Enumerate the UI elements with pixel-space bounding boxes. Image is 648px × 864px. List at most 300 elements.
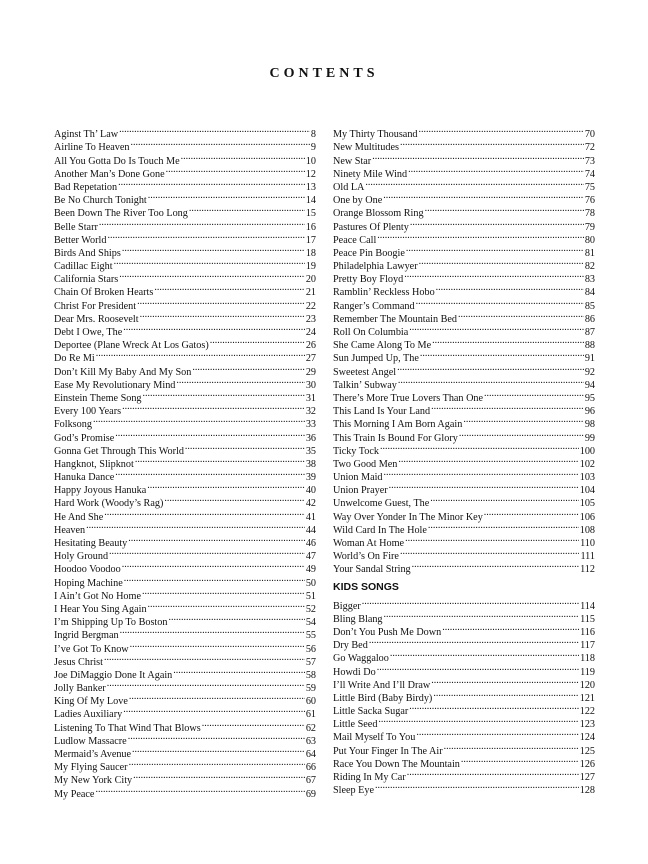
dot-leader — [114, 256, 305, 269]
dot-leader — [390, 648, 579, 661]
entry-page-number: 18 — [305, 247, 316, 259]
entry-page-number: 95 — [584, 392, 595, 404]
dot-leader — [362, 595, 579, 608]
dot-leader — [416, 295, 584, 308]
entry-title: Bad Repetation — [54, 181, 118, 193]
dot-leader — [148, 599, 305, 612]
entry-title: Christ For President — [54, 300, 137, 312]
dot-leader — [137, 295, 305, 308]
entry-title: Don’t Kill My Baby And My Son — [54, 366, 192, 378]
entry-page-number: 12 — [305, 168, 316, 180]
entry-page-number: 115 — [580, 613, 595, 625]
entry-page-number: 112 — [580, 564, 595, 576]
entry-title: Woman At Home — [333, 538, 405, 549]
entry-title: My Flying Saucer — [54, 762, 128, 774]
entry-title: Wild Card In The Hole — [333, 524, 427, 536]
dot-leader — [119, 269, 305, 282]
entry-title: I’ll Write And I’ll Draw — [333, 679, 431, 691]
entry-page-number: 111 — [580, 551, 595, 563]
entry-page-number: 36 — [305, 432, 316, 444]
dot-leader — [369, 635, 579, 648]
dot-leader — [122, 401, 305, 414]
entry-title: Aginst Th’ Law — [54, 129, 119, 141]
entry-title: I Ain’t Got No Home — [54, 590, 141, 602]
entry-title: Old LA — [333, 181, 365, 193]
entry-page-number: 17 — [305, 234, 316, 246]
entry-title: New Multitudes — [333, 142, 399, 154]
contents-column-right — [333, 124, 595, 797]
entry-page-number: 99 — [584, 432, 595, 444]
entry-title: Orange Blossom Ring — [333, 208, 424, 220]
entry-page-number: 55 — [305, 630, 316, 642]
entry-page-number: 61 — [305, 709, 316, 721]
dot-leader — [377, 661, 579, 674]
entry-title: Pastures Of Plenty — [333, 221, 409, 233]
entry-page-number: 67 — [305, 775, 316, 787]
entry-page-number: 128 — [579, 785, 595, 797]
dot-leader — [484, 506, 579, 519]
entry-page-number: 121 — [579, 692, 595, 704]
dot-leader — [120, 625, 305, 638]
entry-page-number: 72 — [584, 142, 595, 154]
entry-page-number: 9 — [310, 142, 316, 154]
dot-leader — [148, 190, 305, 203]
entry-title: Hangknot, Slipknot — [54, 458, 134, 470]
entry-title: My New York City — [54, 775, 133, 787]
dot-leader — [86, 520, 305, 533]
entry-page-number: 96 — [584, 406, 595, 418]
dot-leader — [461, 754, 579, 767]
dot-leader — [384, 609, 580, 622]
entry-page-number: 10 — [305, 155, 316, 167]
entry-title: California Stars — [54, 274, 119, 286]
entry-page-number: 126 — [579, 758, 595, 770]
entry-title: Happy Joyous Hanuka — [54, 485, 147, 497]
dot-leader — [115, 467, 305, 480]
entry-page-number: 84 — [584, 287, 595, 299]
entry-title: Way Over Yonder In The Minor Key — [333, 511, 483, 523]
dot-leader — [431, 675, 578, 688]
entry-page-number: 14 — [305, 195, 316, 207]
entry-title: King Of My Love — [54, 696, 128, 708]
entry-page-number: 105 — [579, 498, 595, 510]
dot-leader — [142, 586, 305, 599]
entry-page-number: 50 — [305, 577, 316, 589]
entry-page-number: 106 — [579, 511, 595, 523]
entry-page-number: 35 — [305, 445, 316, 457]
entry-title: Peace Pin Boogie — [333, 247, 405, 259]
entry-title: Ladies Auxiliary — [54, 709, 123, 721]
entry-title: Union Prayer — [333, 485, 388, 497]
entry-title: Einstein Theme Song — [54, 392, 142, 404]
entry-page-number: 39 — [305, 472, 316, 484]
dot-leader — [416, 727, 578, 740]
dot-leader — [433, 688, 578, 701]
entry-title: Ranger’s Command — [333, 300, 415, 312]
dot-leader — [166, 164, 305, 177]
entry-title: Chain Of Broken Hearts — [54, 287, 154, 299]
dot-leader — [202, 717, 305, 730]
dot-leader — [135, 454, 305, 467]
contents-column-left — [54, 124, 316, 800]
dot-leader — [398, 454, 578, 467]
dot-leader — [185, 441, 305, 454]
dot-leader — [432, 335, 584, 348]
entry-page-number: 27 — [305, 353, 316, 365]
entry-title: All You Gotta Do Is Touch Me — [54, 155, 180, 167]
entry-title: Deportee (Plane Wreck At Los Gatos) — [54, 340, 209, 352]
entry-page-number: 114 — [580, 600, 595, 612]
entry-title: Been Down The River Too Long — [54, 208, 188, 220]
dot-leader — [118, 177, 305, 190]
entry-page-number: 31 — [305, 392, 316, 404]
dot-leader — [210, 335, 305, 348]
dot-leader — [407, 767, 579, 780]
toc-entry — [333, 609, 595, 625]
entry-title: Little Sacka Sugar — [333, 706, 409, 718]
entry-page-number: 123 — [579, 719, 595, 731]
entry-title: Airline To Heaven — [54, 142, 130, 154]
dot-leader — [425, 203, 584, 216]
entry-page-number: 62 — [305, 722, 316, 734]
entry-page-number: 19 — [305, 261, 316, 273]
entry-page-number: 100 — [579, 445, 595, 457]
entry-page-number: 32 — [305, 406, 316, 418]
entry-page-number: 20 — [305, 274, 316, 286]
entry-page-number: 64 — [305, 749, 316, 760]
entry-page-number: 116 — [580, 626, 595, 638]
entry-title: This Train Is Bound For Glory — [333, 432, 458, 444]
dot-leader — [123, 704, 305, 717]
entry-page-number: 86 — [584, 313, 595, 325]
entry-page-number: 33 — [305, 419, 316, 431]
toc-entry — [333, 124, 595, 141]
dot-leader — [129, 691, 305, 704]
dot-leader — [442, 622, 579, 635]
entry-title: Riding In My Car — [333, 772, 406, 783]
dot-leader — [484, 388, 584, 401]
dot-leader — [122, 243, 305, 256]
entry-title: Go Waggaloo — [333, 653, 389, 665]
entry-title: Your Sandal String — [333, 564, 411, 576]
entry-title: Talkin’ Subway — [333, 379, 397, 391]
dot-leader — [192, 361, 304, 374]
dot-leader — [431, 401, 584, 414]
entry-page-number: 82 — [584, 261, 595, 273]
entry-page-number: 23 — [305, 313, 316, 325]
entry-page-number: 103 — [579, 472, 595, 484]
entry-title: Little Seed — [333, 719, 378, 731]
entry-title: Dry Bed — [333, 640, 368, 652]
entry-title: Sweetest Angel — [333, 366, 397, 378]
entry-title: Another Man’s Done Gone — [54, 168, 165, 180]
dot-leader — [154, 282, 305, 295]
entry-title: Remember The Mountain Bed — [333, 313, 458, 325]
entry-page-number: 41 — [305, 511, 316, 523]
dot-leader — [130, 638, 305, 651]
dot-leader — [176, 375, 304, 388]
dot-leader — [406, 243, 584, 256]
entry-page-number: 26 — [305, 340, 316, 352]
entry-page-number: 108 — [579, 524, 595, 536]
dot-leader — [397, 361, 584, 374]
entry-page-number: 94 — [584, 379, 595, 391]
entry-page-number: 15 — [305, 208, 316, 220]
dot-leader — [398, 375, 584, 388]
dot-leader — [147, 480, 305, 493]
dot-leader — [122, 559, 305, 572]
entry-title: My Peace — [54, 788, 95, 800]
dot-leader — [128, 731, 305, 744]
dot-leader — [389, 480, 579, 493]
dot-leader — [164, 493, 304, 506]
dot-leader — [107, 678, 305, 691]
entry-title: Debt I Owe, The — [54, 327, 123, 338]
toc-entry — [54, 427, 316, 444]
dot-leader — [430, 493, 578, 506]
dot-leader — [129, 757, 305, 770]
entry-title: My Thirty Thousand — [333, 129, 418, 141]
entry-title: Hard Work (Woody’s Rag) — [54, 498, 164, 510]
entry-page-number: 78 — [584, 208, 595, 220]
dot-leader — [365, 177, 583, 190]
entry-title: Bigger — [333, 600, 361, 612]
entry-title: I’ve Got To Know — [54, 643, 129, 655]
entry-page-number: 85 — [584, 300, 595, 312]
entry-title: Hanuka Dance — [54, 472, 115, 484]
toc-entry — [333, 648, 595, 665]
entry-page-number: 47 — [305, 551, 316, 563]
entry-title: Philadelphia Lawyer — [333, 261, 418, 273]
dot-leader — [384, 467, 579, 480]
entry-page-number: 117 — [580, 640, 595, 652]
entry-title: Belle Starr — [54, 221, 98, 233]
dot-leader — [405, 533, 579, 546]
entry-title: Joe DiMaggio Done It Again — [54, 669, 173, 681]
entry-title: Jolly Banker — [54, 683, 106, 695]
toc-entry — [54, 520, 316, 536]
dot-leader — [119, 124, 310, 137]
entry-page-number: 79 — [584, 221, 595, 233]
dot-leader — [377, 230, 584, 243]
entry-page-number: 24 — [305, 327, 316, 338]
dot-leader — [109, 546, 305, 559]
entry-page-number: 49 — [305, 564, 316, 576]
dot-leader — [412, 559, 579, 572]
dot-leader — [400, 137, 584, 150]
dot-leader — [128, 533, 305, 546]
entry-page-number: 91 — [584, 353, 595, 365]
entry-title: Ninety Mile Wind — [333, 168, 408, 180]
entry-title: Do Re Mi — [54, 353, 95, 365]
entry-title: World’s On Fire — [333, 551, 399, 563]
entry-page-number: 74 — [584, 168, 595, 180]
toc-entry — [333, 190, 595, 207]
toc-entry — [333, 635, 595, 652]
entry-title: Roll On Columbia — [333, 327, 409, 338]
toc-entry — [54, 124, 316, 141]
dot-leader — [463, 414, 583, 427]
dot-leader — [143, 388, 305, 401]
entry-title: Put Your Finger In The Air — [333, 745, 443, 757]
entry-page-number: 125 — [579, 745, 595, 757]
toc-entry — [333, 595, 595, 612]
dot-leader — [168, 612, 304, 625]
toc-entry — [54, 414, 316, 431]
dot-leader — [420, 348, 584, 361]
entry-page-number: 124 — [579, 732, 595, 744]
dot-leader — [95, 783, 304, 796]
entry-page-number: 44 — [305, 524, 316, 536]
entry-page-number: 40 — [305, 485, 316, 497]
dot-leader — [189, 203, 305, 216]
entry-title: Gonna Get Through This World — [54, 445, 184, 457]
dot-leader — [93, 414, 305, 427]
entry-title: Holy Ground — [54, 551, 109, 563]
entry-page-number: 102 — [579, 458, 595, 470]
dot-leader — [107, 230, 304, 243]
toc-entry — [54, 533, 316, 549]
dot-leader — [99, 216, 305, 229]
entry-title: Bling Blang — [333, 613, 383, 625]
entry-page-number: 38 — [305, 458, 316, 470]
entry-page-number: 51 — [305, 590, 316, 602]
entry-page-number: 120 — [579, 679, 595, 691]
entry-page-number: 30 — [305, 379, 316, 391]
entry-page-number: 8 — [310, 129, 316, 141]
entry-title: New Star — [333, 155, 372, 167]
entry-page-number: 73 — [584, 155, 595, 167]
entry-page-number: 46 — [305, 538, 316, 549]
toc-entry — [333, 150, 595, 167]
entry-title: Peace Call — [333, 234, 377, 246]
entry-title: I’m Shipping Up To Boston — [54, 617, 168, 629]
entry-title: She Came Along To Me — [333, 340, 432, 352]
entry-title: Ticky Tock — [333, 445, 379, 457]
entry-title: Heaven — [54, 524, 86, 536]
entry-title: Folksong — [54, 419, 92, 431]
entry-title: I Hear You Sing Again — [54, 603, 147, 615]
entry-page-number: 87 — [584, 327, 595, 338]
entry-title: Mail Myself To You — [333, 732, 416, 744]
dot-leader — [459, 427, 584, 440]
dot-leader — [181, 150, 305, 163]
entry-title: Listening To That Wind That Blows — [54, 722, 201, 734]
entry-title: Don’t You Push Me Down — [333, 626, 442, 638]
dot-leader — [104, 506, 305, 519]
entry-title: Mermaid’s Avenue — [54, 749, 132, 760]
entry-title: He And She — [54, 511, 104, 523]
dot-leader — [400, 546, 580, 559]
entry-page-number: 59 — [305, 683, 316, 695]
entry-title: Sun Jumped Up, The — [333, 353, 419, 365]
entry-title: Race You Down The Mountain — [333, 758, 460, 770]
entry-title: There’s More True Lovers Than One — [333, 392, 484, 404]
entry-page-number: 92 — [584, 366, 595, 378]
entry-page-number: 58 — [305, 669, 316, 681]
entry-page-number: 13 — [305, 181, 316, 193]
entry-title: Be No Church Tonight — [54, 195, 147, 207]
entry-title: Hesitating Beauty — [54, 538, 128, 549]
dot-leader — [104, 652, 305, 665]
page-title: CONTENTS — [269, 66, 379, 81]
entry-page-number: 104 — [579, 485, 595, 497]
entry-page-number: 22 — [305, 300, 316, 312]
entry-page-number: 110 — [580, 538, 595, 549]
dot-leader — [375, 780, 579, 793]
entry-title: Jesus Christ — [54, 656, 103, 668]
entry-page-number: 83 — [584, 274, 595, 286]
dot-leader — [130, 137, 309, 150]
entry-title: One by One — [333, 195, 383, 207]
entry-title: Hoping Machine — [54, 577, 123, 589]
kids-songs-heading: KIDS SONGS — [333, 581, 399, 594]
entry-title: Pretty Boy Floyd — [333, 274, 404, 286]
dot-leader — [372, 150, 584, 163]
entry-title: Ingrid Bergman — [54, 630, 119, 642]
entry-page-number: 118 — [580, 653, 595, 665]
dot-leader — [410, 216, 584, 229]
dot-leader — [140, 309, 305, 322]
entry-title: Ludlow Massacre — [54, 735, 127, 747]
dot-leader — [173, 665, 305, 678]
entry-page-number: 42 — [305, 498, 316, 510]
dot-leader — [132, 744, 305, 757]
entry-page-number: 81 — [584, 247, 595, 259]
entry-title: Unwelcome Guest, The — [333, 498, 430, 510]
entry-page-number: 56 — [305, 643, 316, 655]
toc-entry — [333, 164, 595, 180]
dot-leader — [419, 124, 584, 137]
entry-title: Union Maid — [333, 472, 383, 484]
entry-title: This Morning I Am Born Again — [333, 419, 463, 431]
entry-title: Birds And Ships — [54, 247, 121, 259]
entry-page-number: 16 — [305, 221, 316, 233]
entry-page-number: 80 — [584, 234, 595, 246]
entry-page-number: 52 — [305, 603, 316, 615]
entry-title: Sleep Eye — [333, 785, 375, 797]
entry-page-number: 127 — [579, 772, 595, 783]
dot-leader — [133, 770, 305, 783]
dot-leader — [404, 269, 584, 282]
entry-title: God’s Promise — [54, 432, 115, 444]
entry-page-number: 57 — [305, 656, 316, 668]
dot-leader — [428, 520, 579, 533]
dot-leader — [383, 190, 584, 203]
entry-page-number: 29 — [305, 366, 316, 378]
entry-page-number: 119 — [580, 666, 595, 678]
dot-leader — [123, 322, 305, 335]
dot-leader — [419, 256, 584, 269]
entry-title: Ramblin’ Reckless Hobo — [333, 287, 435, 299]
dot-leader — [436, 282, 584, 295]
entry-page-number: 60 — [305, 696, 316, 708]
entry-title: Dear Mrs. Roosevelt — [54, 313, 139, 325]
dot-leader — [115, 427, 305, 440]
entry-title: Better World — [54, 234, 107, 246]
entry-title: Ease My Revolutionary Mind — [54, 379, 176, 391]
dot-leader — [409, 322, 584, 335]
entry-page-number: 122 — [579, 706, 595, 718]
entry-page-number: 70 — [584, 129, 595, 141]
entry-page-number: 76 — [584, 195, 595, 207]
entry-page-number: 63 — [305, 735, 316, 747]
entry-title: Hoodoo Voodoo — [54, 564, 121, 576]
entry-page-number: 88 — [584, 340, 595, 352]
toc-entry — [333, 177, 595, 193]
entry-title: Every 100 Years — [54, 406, 122, 418]
entry-title: Howdi Do — [333, 666, 376, 678]
